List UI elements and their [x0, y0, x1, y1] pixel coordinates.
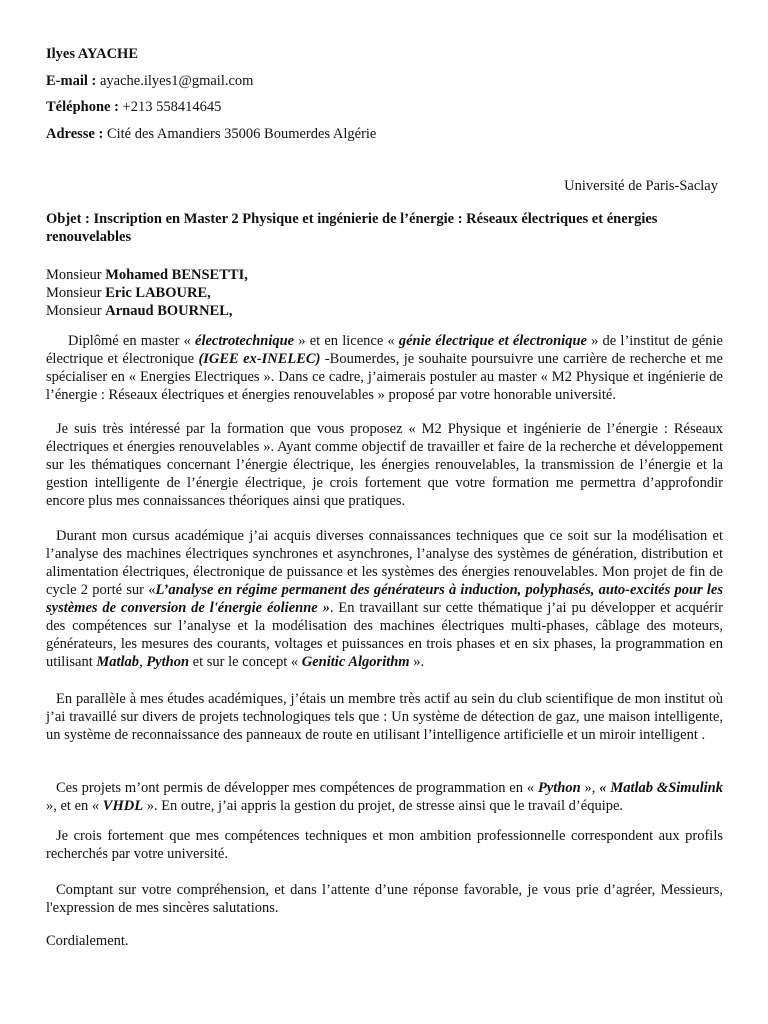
- salutation-name: Arnaud BOURNEL,: [105, 303, 233, 319]
- salutation-line: [46, 266, 726, 284]
- salutation-block: [46, 266, 726, 320]
- text-run-bold-italic: (IGEE ex-INELEC): [198, 351, 321, 367]
- paragraph-3: [46, 527, 723, 671]
- sender-address: [46, 125, 726, 143]
- text-run: Diplômé en master «: [68, 333, 196, 349]
- paragraph-5: [46, 779, 723, 815]
- text-run-bold-italic: Python: [146, 654, 190, 670]
- text-run: Je crois fortement que mes compétences techniques et mon ambition professionnelle correspondent aux profils recherchés par votre université.: [46, 828, 723, 862]
- recipient: Université de Paris-Saclay: [564, 178, 718, 194]
- email-value: ayache.ilyes1@gmail.com: [99, 72, 254, 89]
- address-label: Adresse :: [46, 125, 104, 142]
- text-run: » et en licence «: [294, 333, 399, 349]
- text-run: -Boumerdes, je souhaite poursuivre une carrière de recherche et me spécialiser en « Energies Electriques ». Dans ce cadre, j’aimerais postuler au master « M2 Physique et ingénierie de l’énergie : Réseaux électriques et énergies renouvelables » proposé par votre honorable université.: [46, 351, 723, 403]
- text-run-bold-italic: L’analyse en régime permanent des générateurs à induction, polyphasés, auto-excités pour les systèmes de conversion de l'énergie éolienne »: [46, 582, 723, 616]
- text-run: et sur le concept «: [189, 654, 302, 670]
- text-run-bold-italic: VHDL: [102, 798, 144, 814]
- salutation-prefix: Monsieur: [46, 303, 106, 319]
- text-run-bold-italic: Matlab: [96, 654, 140, 670]
- salutation-line: [46, 302, 726, 320]
- paragraph-6: [46, 827, 723, 863]
- salutation-prefix: Monsieur: [46, 285, 106, 301]
- text-run-bold-italic: génie électrique et électronique: [398, 333, 587, 349]
- text-run-bold-italic: Genitic Algorithm: [301, 654, 410, 670]
- sender-block: [46, 45, 726, 151]
- text-run: »,: [580, 780, 600, 796]
- text-run: Durant mon cursus académique j’ai acquis diverses connaissances techniques que ce soit sur la modélisation et l’analyse des machines électriques synchrones et asynchrones, l’analyse des systèmes de génération, distribution et alimentation électriques, électronique de puissance et les systèmes des énergies renouvelables. Mon projet de fin de cycle 2 porté sur «: [46, 528, 723, 598]
- salutation-name: Eric LABOURE,: [105, 285, 211, 301]
- sender-name: Ilyes AYACHE: [46, 46, 138, 62]
- letter-subject: Objet : Inscription en Master 2 Physique et ingénierie de l’énergie : Réseaux électriques et énergies renouvelables: [46, 211, 658, 245]
- paragraph-4: [46, 690, 723, 744]
- paragraph-1: [46, 332, 723, 404]
- text-run: ». En outre, j’ai appris la gestion du projet, de stresse ainsi que le travail d’équipe.: [143, 798, 624, 814]
- text-run: . En travaillant sur cette thématique j’ai pu développer et acquérir des compétences sur l’analyse et la modélisation des machines électriques multi-phases, câblage des moteurs, générateurs, les mesures des courants, voltages et puissances en trois phases et en six phases, la programmation en utilisant: [46, 600, 723, 670]
- text-run: ».: [409, 654, 425, 670]
- email-label: E-mail :: [46, 72, 97, 89]
- salutation-line: [46, 284, 726, 302]
- sender-email: [46, 72, 726, 90]
- text-run-bold-italic: Python: [537, 780, 581, 796]
- closing: Cordialement.: [46, 933, 129, 949]
- paragraph-2: [46, 420, 723, 510]
- text-run: Comptant sur votre compréhension, et dans l’attente d’une réponse favorable, je vous prie d’agréer, Messieurs, l'expression de mes sincères salutations.: [46, 882, 723, 916]
- phone-value: +213 558414645: [122, 99, 222, 115]
- text-run: ,: [139, 654, 147, 670]
- text-run: Ces projets m’ont permis de développer mes compétences de programmation en «: [56, 780, 538, 796]
- paragraph-7: [46, 881, 723, 917]
- text-run: En parallèle à mes études académiques, j’étais un membre très actif au sein du club scientifique de mon institut où j’ai travaillé sur divers de projets technologiques tels que : Un système de détection de gaz, une maison intelligente, un système de reconnaissance des panneaux de route en utilisant l’intelligence artificielle et un miroir intelligent .: [46, 691, 723, 743]
- text-run: Je suis très intéressé par la formation que vous proposez « M2 Physique et ingénierie de l’énergie : Réseaux électriques et énergies renouvelables ». Ayant comme objectif de travailler et faire de la recherche et développement sur les thématiques concernant l’énergie électrique, les énergies renouvelables, la transmission de l’énergie et la gestion intelligente de l’énergie électrique, je crois fortement que votre formation me permettra d’approfondir encore plus mes connaissances théoriques ainsi que pratiques.: [46, 421, 723, 509]
- text-run: » de l’institut de génie électrique et électronique: [46, 333, 723, 367]
- salutation-prefix: Monsieur: [46, 267, 106, 283]
- phone-label: Téléphone :: [46, 99, 119, 115]
- address-value: Cité des Amandiers 35006 Boumerdes Algérie: [106, 125, 377, 142]
- sender-phone: [46, 98, 726, 116]
- text-run-bold-italic: électrotechnique: [195, 333, 295, 349]
- text-run: », et en «: [46, 798, 103, 814]
- salutation-name: Mohamed BENSETTI,: [105, 267, 248, 283]
- text-run-bold-italic: « Matlab &Simulink: [599, 780, 723, 796]
